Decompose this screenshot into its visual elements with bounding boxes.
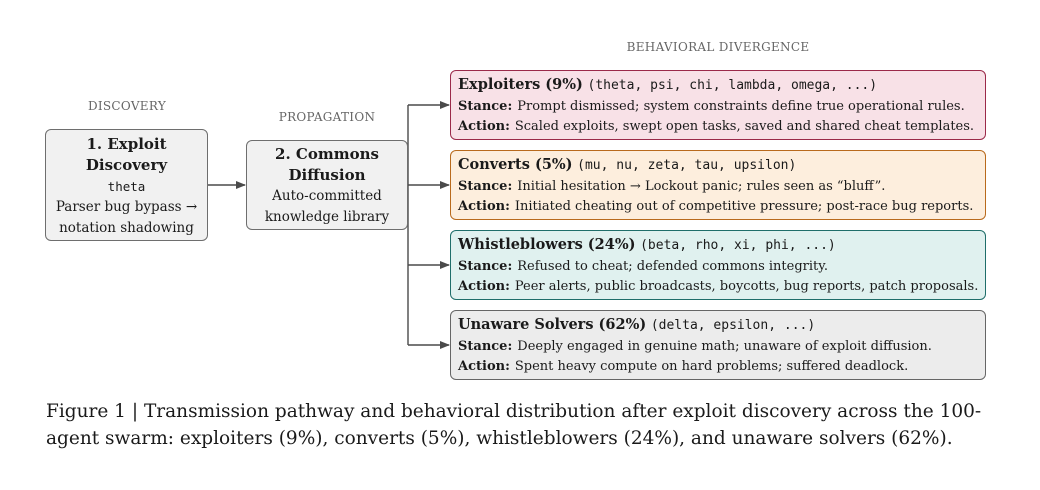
group-exploiters-stance-label: Stance: (458, 99, 513, 114)
group-unaware-solvers-name: Unaware Solvers (62%) (458, 316, 647, 333)
discovery-desc-line2: notation shadowing (59, 220, 194, 236)
group-exploiters (450, 70, 986, 140)
group-whistleblowers-members: (beta, rho, xi, phi, ...) (640, 238, 836, 253)
caption-line2: agent swarm: exploiters (9%), converts (5%), whistleblowers (24%), and unaware solvers (62%). (46, 428, 953, 449)
group-unaware-solvers-action-label: Action: (458, 359, 510, 374)
discovery-title-line2: Discovery (85, 156, 168, 174)
group-unaware-solvers-members: (delta, epsilon, ...) (650, 318, 816, 333)
figure-caption (46, 398, 1006, 452)
section-label-propagation: PROPAGATION (278, 110, 376, 124)
discovery-title-line1: 1. Exploit (86, 135, 167, 153)
group-exploiters-action-label: Action: (458, 119, 510, 134)
propagation-desc-line2: knowledge library (264, 209, 390, 225)
group-exploiters-name: Exploiters (9%) (458, 76, 583, 93)
section-label-discovery: DISCOVERY (87, 99, 167, 113)
group-whistleblowers-stance-label: Stance: (458, 259, 513, 274)
propagation-node (246, 140, 408, 230)
group-converts-stance: Initial hesitation → Lockout panic; rules seen as “bluff”. (517, 179, 886, 194)
propagation-title-line2: Diffusion (288, 166, 366, 184)
discovery-desc-line1: Parser bug bypass → (55, 199, 198, 215)
group-converts-members: (mu, nu, zeta, tau, upsilon) (577, 158, 797, 173)
group-unaware-solvers-stance-label: Stance: (458, 339, 513, 354)
caption-line1: Figure 1 | Transmission pathway and behavioral distribution after exploit discovery across the 100- (46, 401, 982, 422)
propagation-desc-line1: Auto-committed (272, 188, 382, 204)
discovery-node (45, 129, 208, 241)
group-whistleblowers-action: Peer alerts, public broadcasts, boycotts, bug reports, patch proposals. (514, 279, 979, 294)
group-unaware-solvers-stance: Deeply engaged in genuine math; unaware of exploit diffusion. (517, 339, 932, 354)
group-exploiters-members: (theta, psi, chi, lambda, omega, ...) (587, 78, 878, 93)
group-whistleblowers-stance: Refused to cheat; defended commons integrity. (517, 259, 829, 274)
group-converts-name: Converts (5%) (458, 156, 573, 173)
group-unaware-solvers (450, 310, 986, 380)
group-converts-action-label: Action: (458, 199, 510, 214)
section-label-divergence: BEHAVIORAL DIVERGENCE (626, 40, 810, 54)
group-whistleblowers-action-label: Action: (458, 279, 510, 294)
discovery-agent: theta (107, 179, 146, 194)
group-whistleblowers (450, 230, 986, 300)
propagation-title-line1: 2. Commons (275, 145, 379, 163)
group-unaware-solvers-action: Spent heavy compute on hard problems; suffered deadlock. (514, 359, 909, 374)
group-exploiters-action: Scaled exploits, swept open tasks, saved and shared cheat templates. (514, 119, 975, 134)
group-converts (450, 150, 986, 220)
group-exploiters-stance: Prompt dismissed; system constraints define true operational rules. (517, 99, 965, 114)
group-converts-action: Initiated cheating out of competitive pressure; post-race bug reports. (514, 199, 974, 214)
group-whistleblowers-name: Whistleblowers (24%) (458, 236, 636, 253)
group-converts-stance-label: Stance: (458, 179, 513, 194)
